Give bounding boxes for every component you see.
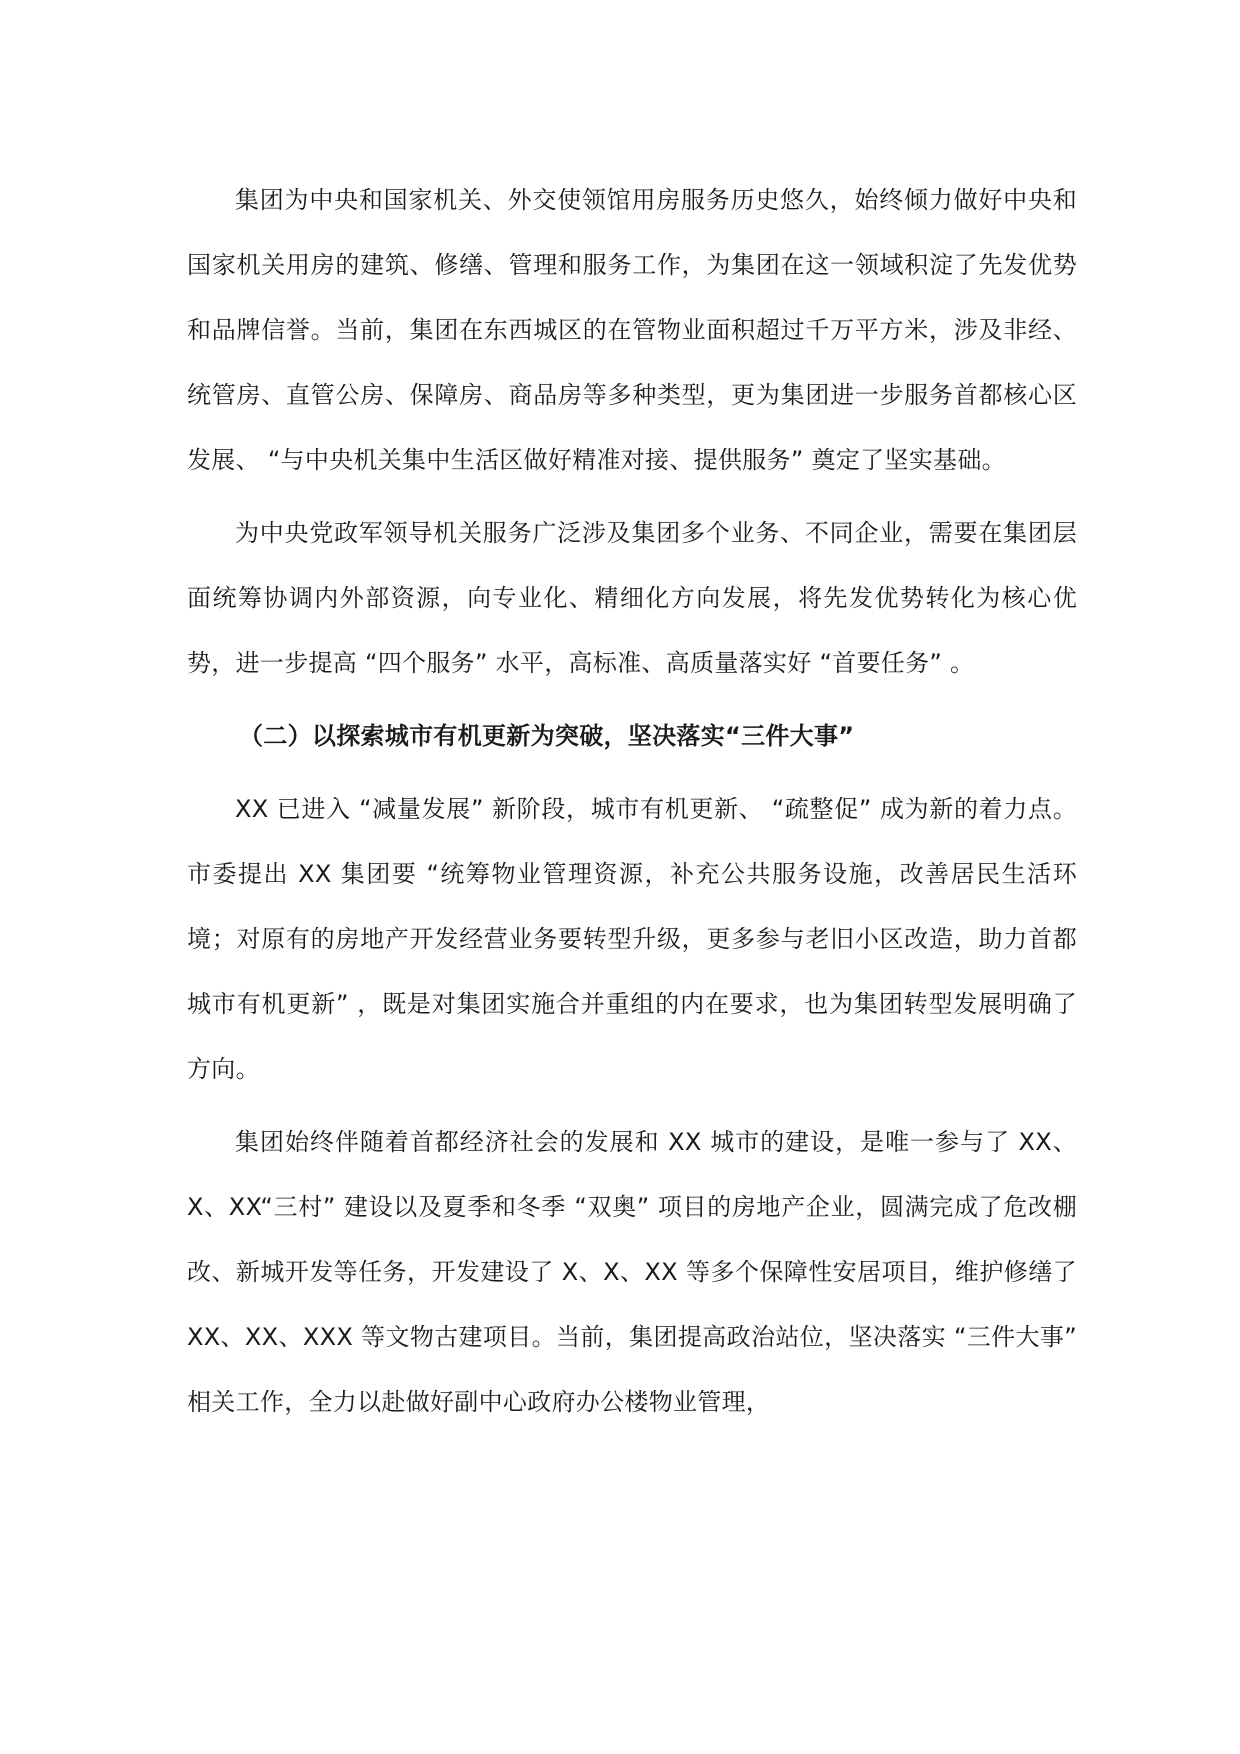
body-paragraph: 为中央党政军领导机关服务广泛涉及集团多个业务、不同企业，需要在集团层面统筹协调内外部资源，向专业化、精细化方向发展，将先发优势转化为核心优势，进一步提高 “四个服务” 水平，高标准、高质量落实好 “首要任务” 。 (187, 519, 1077, 677)
section-heading: （二）以探索城市有机更新为突破，坚决落实“三件大事” (239, 722, 855, 750)
body-paragraph: 集团为中央和国家机关、外交使领馆用房服务历史悠久，始终倾力做好中央和国家机关用房的建筑、修缮、管理和服务工作，为集团在这一领域积淀了先发优势和品牌信誉。当前，集团在东西城区的在管物业面积超过千万平方米，涉及非经、统管房、直管公房、保障房、商品房等多种类型，更为集团进一步服务首都核心区发展、 “与中央机关集中生活区做好精准对接、提供服务” 奠定了坚实基础。 (187, 186, 1077, 474)
document-body (187, 168, 1077, 1443)
body-paragraph: XX 已进入 “减量发展” 新阶段，城市有机更新、 “疏整促” 成为新的着力点。市委提出 XX 集团要 “统筹物业管理资源，补充公共服务设施，改善居民生活环境；对原有的房地产开发经营业务要转型升级，更多参与老旧小区改造，助力首都城市有机更新” ，既是对集团实施合并重组的内在要求，也为集团转型发展明确了方向。 (187, 795, 1077, 1083)
body-paragraph: 集团始终伴随着首都经济社会的发展和 XX 城市的建设，是唯一参与了 XX、X、XX“三村” 建设以及夏季和冬季 “双奥” 项目的房地产企业，圆满完成了危改棚改、新城开发等任务，开发建设了 X、X、XX 等多个保障性安居项目，维护修缮了 XX、XX、XXX 等文物古建项目。当前，集团提高政治站位，坚决落实 “三件大事” 相关工作，全力以赴做好副中心政府办公楼物业管理， (187, 1128, 1077, 1416)
